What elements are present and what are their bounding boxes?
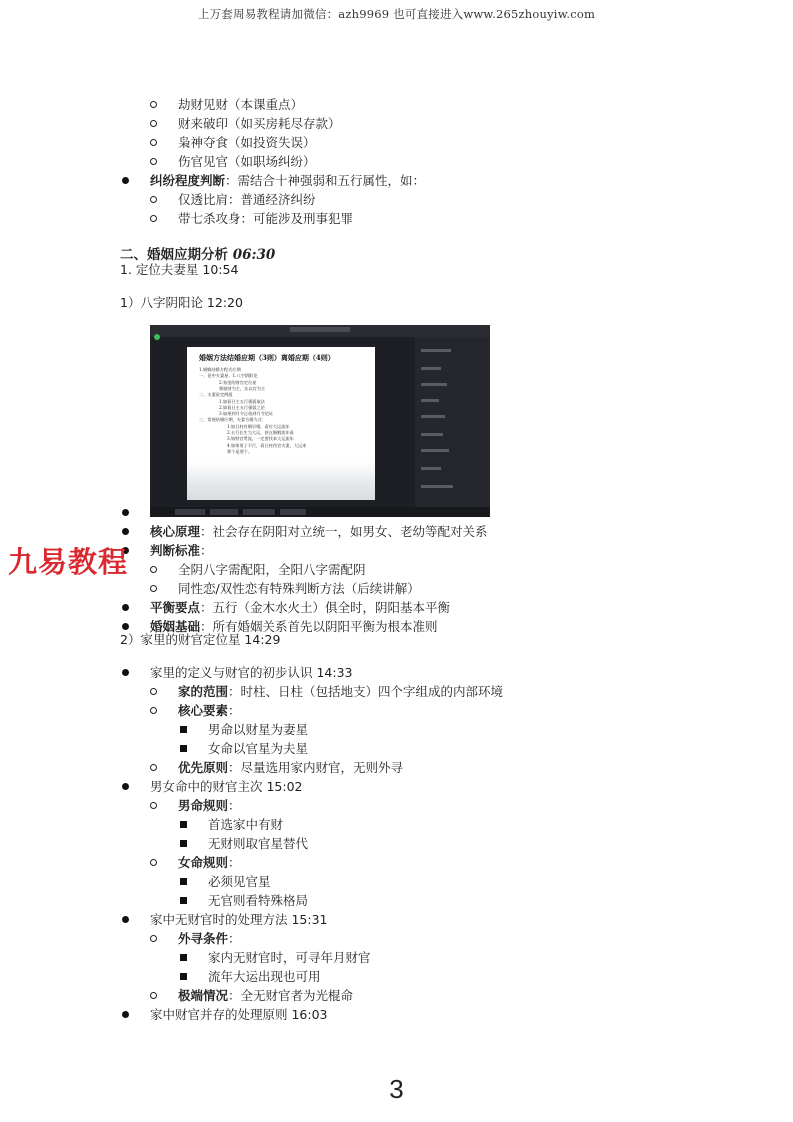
list-item-term: 纠纷程度判断	[150, 173, 226, 188]
slide-line: 3.如财官贯流，一定要找本大运流年	[227, 436, 294, 442]
bullet-circle-icon	[150, 585, 157, 592]
screenshot-taskbar	[150, 507, 490, 517]
list-item-text: 男女命中的财官主次 15:02	[150, 779, 303, 794]
list-item	[180, 817, 283, 833]
list-item-text: ：	[228, 798, 241, 813]
list-item	[180, 874, 271, 890]
slide-line: 2.如看日主五行强弱之论	[219, 404, 265, 410]
list-item	[180, 722, 308, 738]
list-item-text: 首选家中有财	[208, 817, 284, 832]
bullet-square-icon	[180, 745, 187, 752]
list-item	[122, 600, 450, 616]
list-item-text: ：时柱、日柱（包括地支）四个字组成的内部环境	[228, 684, 504, 699]
bullet-circle-icon	[150, 992, 157, 999]
bullet-dot-icon	[122, 528, 129, 535]
bullet-circle-icon	[150, 101, 157, 108]
list-item	[150, 931, 241, 947]
list-item-text: 劫财见财（本课重点）	[178, 97, 304, 112]
bullet-dot-icon	[122, 177, 129, 184]
slide-line: 2.五行长生当大运，甚在婚姻流年看	[227, 430, 294, 435]
list-item-text: ：社会存在阴阳对立统一，如男女、老幼等配对关系	[200, 524, 488, 539]
screenshot-titlebar	[150, 325, 490, 337]
list-item	[150, 192, 316, 208]
list-item-text: ：所有婚姻关系首先以阴阳平衡为根本准则	[200, 619, 438, 634]
list-item	[122, 912, 328, 928]
subheading-2: 2）家里的财官定位星 14:29	[120, 632, 281, 647]
list-item-text: ：	[228, 703, 241, 718]
list-item	[122, 665, 353, 681]
bullet-dot-icon	[122, 916, 129, 923]
list-item	[150, 154, 316, 170]
list-item-text: ：尽量选用家内财官，无则外寻	[228, 760, 404, 775]
list-item-text: 无官则看特殊格局	[208, 893, 309, 908]
bullet-circle-icon	[150, 935, 157, 942]
page-number: 3	[389, 1074, 404, 1104]
list-item-term: 核心原理	[150, 524, 201, 539]
list-item-text: ：	[200, 543, 213, 558]
list-item-text: 男命以财星为妻星	[208, 722, 309, 737]
list-item-text: 无财则取官星替代	[208, 836, 309, 851]
bullet-square-icon	[180, 821, 187, 828]
list-item	[180, 969, 321, 985]
slide-line: 3.如果到月令正依到月令论证	[219, 411, 274, 417]
list-item-text: 家里的定义与财官的初步认识 14:33	[150, 665, 353, 680]
bullet-dot-icon	[122, 509, 129, 516]
list-item-text: ：	[228, 931, 241, 946]
list-item	[180, 836, 308, 852]
list-item-text: ：	[228, 855, 241, 870]
bullet-circle-icon	[150, 707, 157, 714]
list-item	[150, 798, 241, 814]
list-item-text: 必须见官星	[208, 874, 271, 889]
subheading-1: 1. 定位夫妻星 10:54	[120, 262, 239, 277]
bullet-square-icon	[180, 840, 187, 847]
bullet-square-icon	[180, 973, 187, 980]
list-item	[180, 741, 308, 757]
lecture-slide	[187, 347, 375, 500]
list-item-term: 婚姻基础	[150, 619, 201, 634]
list-item	[150, 760, 403, 776]
list-item-term: 男命规则	[178, 798, 229, 813]
list-item-term: 外寻条件	[178, 931, 229, 946]
list-item-text: 财来破印（如买房耗尽存款）	[178, 116, 341, 131]
slide-line: 一、论中夫妻星、1.八字阴阳论	[199, 373, 258, 379]
bullet-circle-icon	[150, 802, 157, 809]
list-item-term: 极端情况	[178, 988, 229, 1003]
list-item	[150, 116, 341, 132]
header-note: 上万套周易教程请加微信：azh9969 也可直接进入www.265zhouyiw.com	[197, 7, 596, 21]
list-item-text: ：需结合十神强弱和五行属性，如：	[225, 173, 426, 188]
list-item-text: 流年大运出现也可用	[208, 969, 321, 984]
list-item-text: 女命以官星为夫星	[208, 741, 309, 756]
list-item-text: ：五行（金木水火土）俱全时，阴阳基本平衡	[200, 600, 451, 615]
bullet-circle-icon	[150, 120, 157, 127]
live-badge-icon	[154, 334, 160, 340]
screenshot-chat-panel	[415, 337, 490, 507]
landscape-graphic	[187, 462, 375, 500]
lecture-screenshot	[150, 325, 490, 517]
list-item-term: 判断标准	[150, 543, 201, 558]
list-item	[122, 173, 425, 189]
list-item	[122, 505, 150, 521]
list-item	[150, 855, 241, 871]
bullet-dot-icon	[122, 1011, 129, 1018]
list-item	[122, 543, 213, 559]
list-item-text: 带七杀攻身：可能涉及刑事犯罪	[178, 211, 354, 226]
list-item-term: 核心要素	[178, 703, 229, 718]
list-item	[150, 135, 316, 151]
bullet-square-icon	[180, 878, 187, 885]
bullet-circle-icon	[150, 139, 157, 146]
slide-line: 1.如日柱有婚早婚，看官大运流年	[227, 423, 290, 429]
list-item-term: 平衡要点	[150, 600, 201, 615]
bullet-square-icon	[180, 897, 187, 904]
list-item	[180, 893, 308, 909]
list-item-text: 全阴八字需配阳，全阳八字需配阴	[178, 562, 366, 577]
list-item-text: 仅透比肩：普通经济纠纷	[178, 192, 316, 207]
bullet-square-icon	[180, 726, 187, 733]
bullet-circle-icon	[150, 196, 157, 203]
list-item-text: 家中财官并存的处理原则 16:03	[150, 1007, 328, 1022]
list-item	[150, 211, 353, 227]
bullet-circle-icon	[150, 859, 157, 866]
list-item-term: 家的范围	[178, 684, 229, 699]
list-item	[150, 581, 420, 597]
bullet-dot-icon	[122, 783, 129, 790]
slide-line: 三、常规结婚应期，夫妻合婚方式：	[199, 417, 267, 423]
bullet-circle-icon	[150, 566, 157, 573]
bullet-circle-icon	[150, 764, 157, 771]
bullet-dot-icon	[122, 623, 129, 630]
list-item-text: 伤官见官（如职场纠纷）	[178, 154, 316, 169]
list-item-text: 枭神夺食（如投资失误）	[178, 135, 316, 150]
bullet-dot-icon	[122, 604, 129, 611]
list-item	[150, 97, 303, 113]
section-heading	[120, 243, 275, 263]
list-item	[180, 950, 371, 966]
list-item	[150, 703, 241, 719]
slide-line: 1.如看日主五行强弱取法	[219, 398, 265, 404]
list-item	[122, 524, 488, 540]
list-item	[150, 684, 503, 700]
list-item	[122, 779, 303, 795]
bullet-circle-icon	[150, 688, 157, 695]
slide-line: 那个是要个。	[227, 448, 253, 454]
slide-line: 2.家里的财官定位星	[219, 379, 257, 385]
section-heading-time: 06:30	[232, 247, 276, 263]
bullet-dot-icon	[122, 669, 129, 676]
list-item-text: 家内无财官时，可寻年月财官	[208, 950, 371, 965]
slide-title: 婚姻方法结婚应期（3则）离婚应期（4则）	[199, 353, 335, 362]
list-item-term: 女命规则	[178, 855, 229, 870]
bullet-circle-icon	[150, 215, 157, 222]
bullet-square-icon	[180, 954, 187, 961]
slide-line: 1.婚姻结婚方程式应期	[199, 367, 241, 372]
list-item	[122, 1007, 328, 1023]
slide-line: 二、夫妻星定两组	[199, 392, 233, 398]
list-item	[150, 562, 366, 578]
section-heading-text: 二、婚姻应期分析	[120, 247, 233, 263]
subheading-1a: 1）八字阴阳论 12:20	[120, 295, 243, 310]
watermark-logo: 九易教程	[8, 545, 129, 579]
slide-line: 那取财为主，女以官为主	[219, 385, 266, 391]
list-item-text: 同性恋/双性恋有特殊判断方法（后续讲解）	[178, 581, 420, 596]
slide-line: 4.如果男子不行，看日柱伤官夫妻，大运来	[227, 442, 307, 448]
bullet-circle-icon	[150, 158, 157, 165]
list-item-text: 家中无财官时的处理方法 15:31	[150, 912, 328, 927]
list-item	[150, 988, 353, 1004]
list-item-text: ：全无财官者为光棍命	[228, 988, 354, 1003]
list-item-term: 优先原则	[178, 760, 229, 775]
